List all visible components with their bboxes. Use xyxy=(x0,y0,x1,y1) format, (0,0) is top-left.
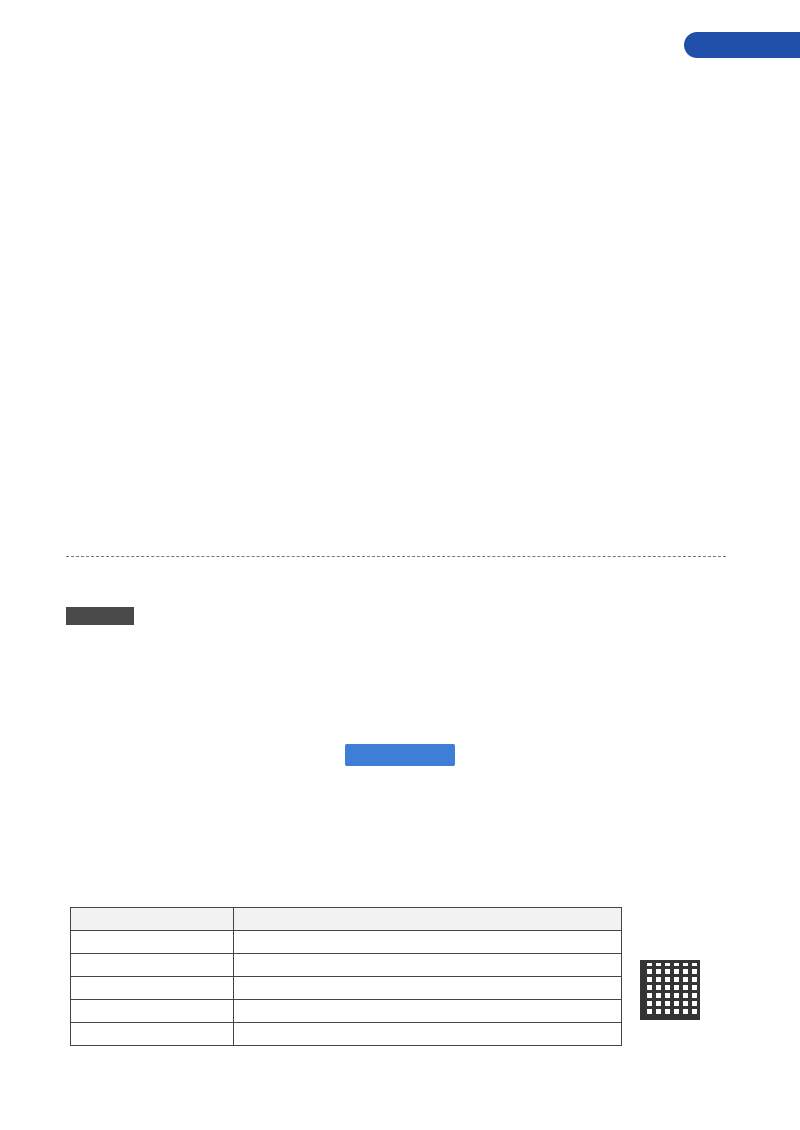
table-header-cell xyxy=(234,908,622,931)
table-row xyxy=(71,1023,622,1046)
page-number-tab xyxy=(684,32,800,58)
text-line xyxy=(66,146,726,165)
table-cell xyxy=(234,1000,622,1023)
answer-item xyxy=(66,722,726,741)
table-row xyxy=(71,954,622,977)
note-line xyxy=(66,506,726,525)
text-line xyxy=(66,326,726,345)
table-row xyxy=(71,977,622,1000)
answer-line xyxy=(66,606,726,625)
commentary-paragraph xyxy=(66,854,726,873)
answer-tag xyxy=(66,607,134,625)
table-cell xyxy=(71,977,234,1000)
table-row xyxy=(71,931,622,954)
text-line xyxy=(66,296,726,315)
note-line xyxy=(66,488,726,507)
commentary-banner xyxy=(345,744,455,766)
equation-line xyxy=(168,272,728,291)
text-line xyxy=(66,246,726,265)
commentary-paragraph xyxy=(66,804,726,823)
text-line xyxy=(66,198,726,217)
table-header-cell xyxy=(71,908,234,931)
qr-code[interactable] xyxy=(640,960,700,1020)
answer-item xyxy=(66,634,726,653)
table-cell xyxy=(71,1023,234,1046)
text-line xyxy=(66,96,726,115)
table-cell xyxy=(234,954,622,977)
table-cell xyxy=(71,954,234,977)
table-header-row xyxy=(71,908,622,931)
text-line xyxy=(66,560,726,579)
note-line xyxy=(66,586,726,605)
equation-line xyxy=(168,120,728,139)
text-line xyxy=(66,534,726,553)
text-line xyxy=(66,222,726,241)
text-line xyxy=(66,376,726,395)
text-line xyxy=(66,436,726,455)
text-line xyxy=(66,172,726,191)
underline-rule xyxy=(66,556,726,557)
table-row xyxy=(71,1000,622,1023)
commentary-paragraph xyxy=(66,880,726,899)
table-cell xyxy=(234,931,622,954)
equation-line xyxy=(168,70,728,89)
knowledge-table xyxy=(70,907,622,1046)
answer-item xyxy=(66,660,726,679)
commentary-paragraph xyxy=(66,778,726,797)
answer-item xyxy=(66,690,726,709)
table-cell xyxy=(71,931,234,954)
table-cell xyxy=(71,1000,234,1023)
table-cell xyxy=(234,1023,622,1046)
table-cell xyxy=(234,977,622,1000)
